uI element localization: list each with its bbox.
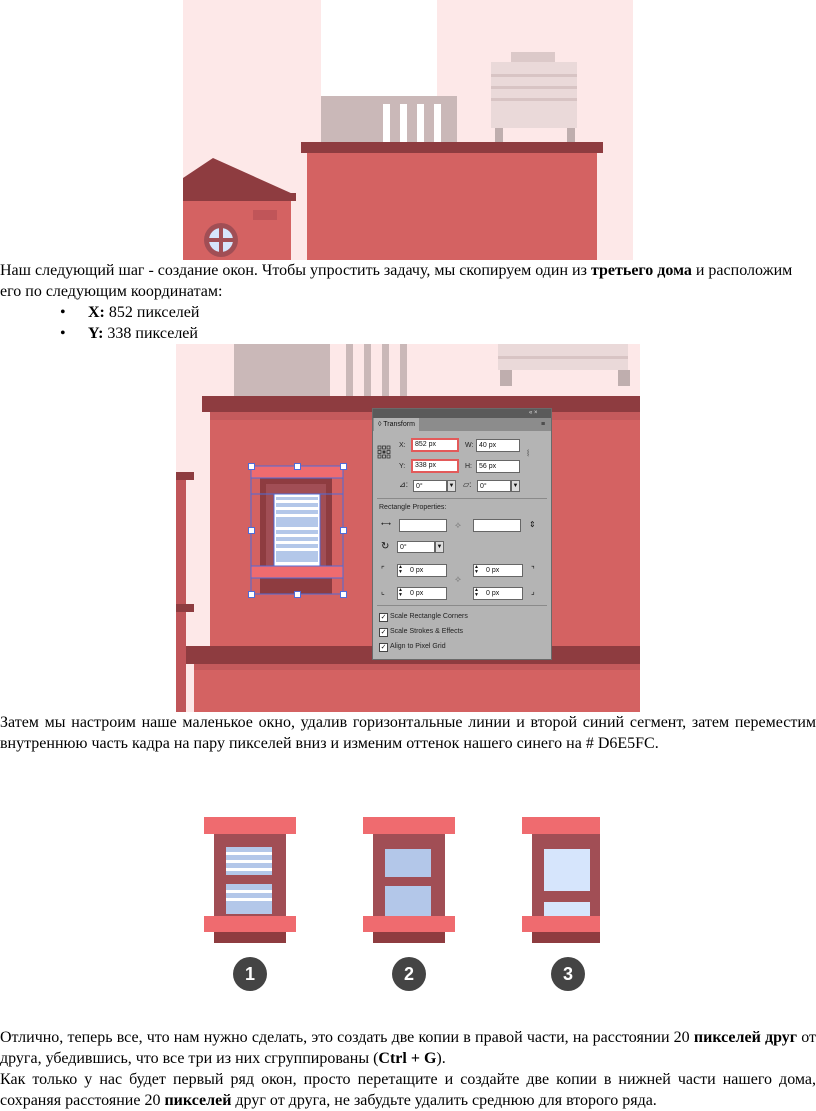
stepper-icon[interactable]: ▲ ▼ — [398, 587, 403, 598]
corner-icon: ⌝ — [531, 565, 535, 574]
corner-icon: ⌟ — [531, 587, 535, 596]
rotate-icon: ↻ — [381, 541, 390, 552]
y-label: Y: — [399, 463, 406, 470]
list-item: • X: 852 пикселей — [0, 302, 199, 323]
checkbox-label: Align to Pixel Grid — [390, 643, 446, 650]
selection-handle[interactable] — [294, 463, 301, 470]
collapse-icon[interactable]: « × — [529, 410, 538, 416]
checkbox-label: Scale Rectangle Corners — [390, 613, 468, 620]
selection-handle[interactable] — [340, 591, 347, 598]
step-number-1: 1 — [233, 957, 267, 991]
selection-handle[interactable] — [248, 527, 255, 534]
shear-icon: ▱: — [463, 480, 472, 489]
stepper-icon[interactable]: ▲ ▼ — [474, 564, 479, 575]
paragraph-adjust-window: Затем мы настроим наше маленькое окно, удалив горизонтальные линии и второй синий сегмент, затем переместим внутреннюю часть кадра на пару пикселей вниз и изменим оттенок нашего синего на # D6E5FC. — [0, 714, 816, 752]
list-item: • Y: 338 пикселей — [0, 323, 199, 344]
corner-field-2[interactable]: 0 px — [473, 564, 523, 577]
divider — [377, 605, 547, 606]
panel-titlebar — [373, 409, 551, 418]
constrain-link-icon[interactable]: ⧙ — [527, 448, 530, 459]
rect-angle-field[interactable]: 0° — [397, 541, 435, 553]
y-field[interactable]: 338 px — [411, 459, 459, 473]
checkbox-scale-strokes[interactable]: ✓ — [380, 629, 387, 636]
link-icon[interactable]: ⟡ — [455, 574, 461, 584]
window-step-1 — [204, 817, 296, 943]
corner-field-1[interactable]: 0 px — [397, 564, 447, 577]
tab-transform[interactable]: ◊ Transform — [374, 418, 419, 431]
rect-height-field[interactable] — [473, 519, 521, 532]
stepper-icon[interactable]: ▲ ▼ — [398, 564, 403, 575]
w-label: W: — [465, 442, 474, 449]
window-steps-illustration — [200, 812, 600, 947]
selection-handle[interactable] — [248, 591, 255, 598]
selection-handle[interactable] — [248, 463, 255, 470]
x-label: X: — [399, 442, 406, 449]
step-number-2: 2 — [392, 957, 426, 991]
angle-dropdown-arrow[interactable]: ▼ — [447, 480, 456, 492]
paragraph-copies: Отлично, теперь все, что нам нужно сделать, это создать две копии в правой части, на расстоянии 20 пикселей друг от друга, убедившись, что все три из них сгруппированы (Ctrl + G). — [0, 1029, 816, 1067]
panel-menu-icon[interactable]: ≡ — [541, 421, 546, 428]
angle-icon: ⊿: — [399, 480, 408, 489]
coordinates-list — [0, 302, 199, 344]
house-illustration-top — [183, 0, 633, 260]
selection-handle[interactable] — [340, 527, 347, 534]
transform-panel — [372, 408, 552, 660]
corner-icon: ⌜ — [381, 565, 385, 574]
x-field[interactable]: 852 px — [411, 438, 459, 452]
corner-field-4[interactable]: 0 px — [473, 587, 523, 600]
link-icon[interactable]: ⟡ — [455, 520, 461, 530]
shear-dropdown-arrow[interactable]: ▼ — [511, 480, 520, 492]
paragraph-second-row: Как только у нас будет первый ряд окон, просто перетащите и создайте две копии в нижней части нашего дома, сохраняя расстояние 20 пикселей друг от друга, не забудьте удалить среднюю для второго ряда. — [0, 1071, 816, 1109]
window-step-2 — [363, 817, 455, 943]
corner-field-3[interactable]: 0 px — [397, 587, 447, 600]
divider — [377, 498, 547, 499]
width-icon: ⟷ — [381, 521, 392, 528]
height-icon: ⇕ — [529, 520, 536, 529]
angle-field[interactable]: 0° — [413, 480, 447, 492]
w-field[interactable]: 40 px — [476, 439, 520, 452]
checkbox-label: Scale Strokes & Effects — [390, 628, 464, 635]
window-step-3 — [522, 817, 600, 943]
corner-icon: ⌞ — [381, 587, 385, 596]
selection-handle[interactable] — [340, 463, 347, 470]
h-label: H: — [465, 463, 472, 470]
stepper-icon[interactable]: ▲ ▼ — [474, 587, 479, 598]
step-number-3: 3 — [551, 957, 585, 991]
rectangle-properties-heading: Rectangle Properties: — [379, 504, 447, 511]
h-field[interactable]: 56 px — [476, 460, 520, 473]
reference-point-icon[interactable] — [377, 445, 391, 459]
checkbox-scale-corners[interactable]: ✓ — [380, 614, 387, 621]
checkbox-align-pixel-grid[interactable]: ✓ — [380, 644, 387, 651]
shear-field[interactable]: 0° — [477, 480, 511, 492]
selection-handle[interactable] — [294, 591, 301, 598]
rect-width-field[interactable] — [399, 519, 447, 532]
transform-screenshot — [176, 344, 640, 712]
paragraph-intro: Наш следующий шаг - создание окон. Чтобы упростить задачу, мы скопируем один из третьего дома и расположим его по следующим координатам: — [0, 262, 793, 300]
rect-angle-dropdown-arrow[interactable]: ▼ — [435, 541, 444, 553]
